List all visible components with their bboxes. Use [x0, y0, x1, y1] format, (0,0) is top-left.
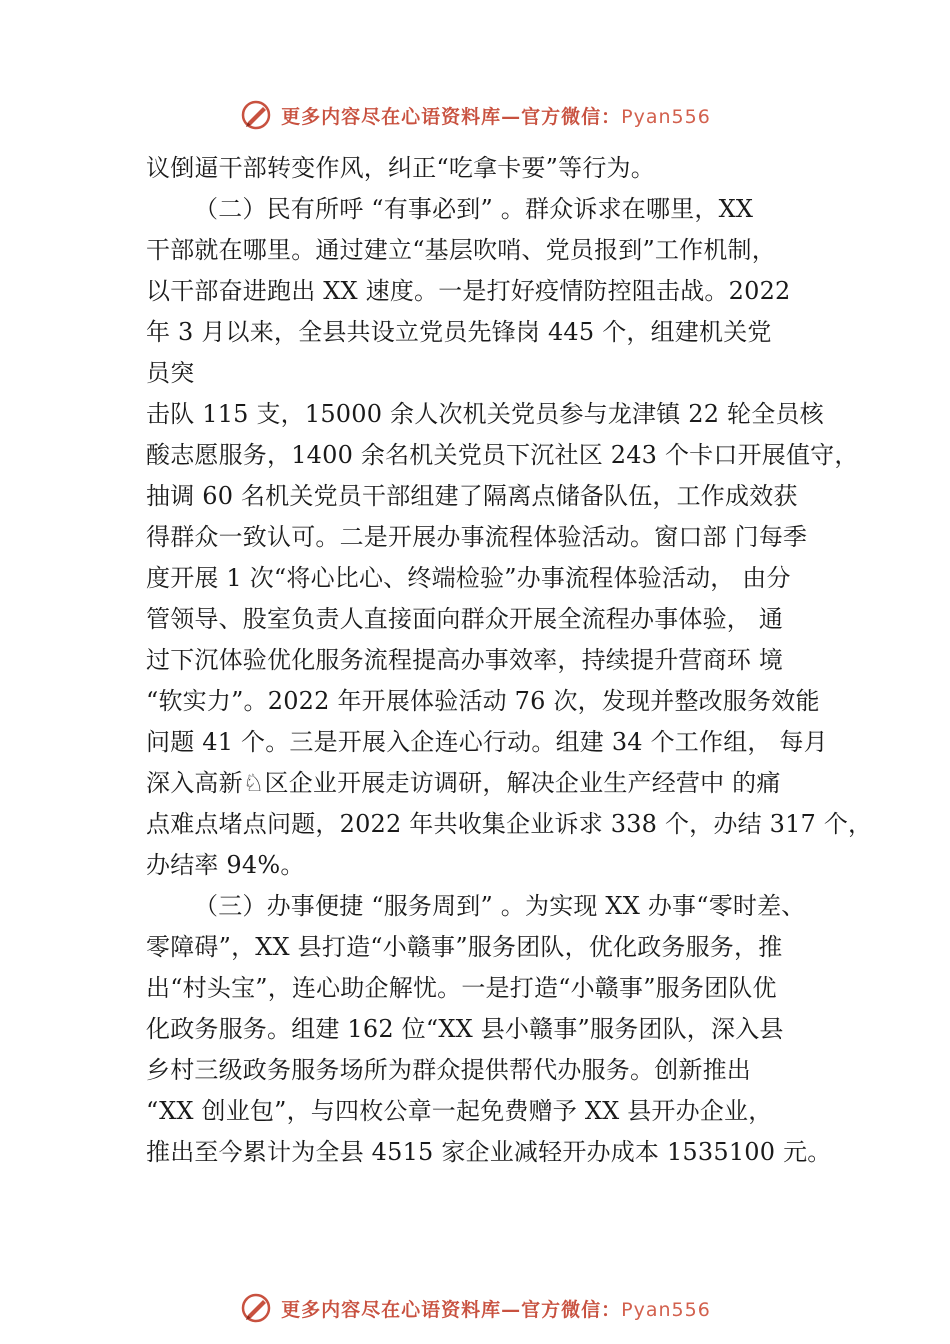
document-body [146, 148, 873, 1173]
section-heading-2: （二）民有所呼 “有事必到” 。群众诉求在哪里，XX [194, 195, 754, 223]
body-line: 击队 115 支，15000 余人次机关党员参与龙津镇 22 轮全员核 [146, 400, 824, 428]
body-line: 员突 [146, 359, 195, 387]
body-line: 议倒逼干部转变作风，纠正“吃拿卡要”等行为。 [146, 154, 655, 182]
pen-logo-icon [239, 98, 273, 132]
body-line: 酸志愿服务，1400 余名机关党员下沉社区 243 个卡口开展值守， [146, 441, 859, 469]
body-line: 化政务服务。组建 162 位“XX 县小赣事”服务团队，深入县 [146, 1015, 784, 1043]
body-line: 度开展 1 次“将心比心、终端检验”办事流程体验活动， 由分 [146, 564, 791, 592]
body-line: 过下沉体验优化服务流程提高办事效率，持续提升营商环 境 [146, 646, 784, 674]
body-line: “XX 创业包”，与四枚公章一起免费赠予 XX 县开办企业， [146, 1097, 773, 1125]
body-line: 抽调 60 名机关党员干部组建了隔离点储备队伍，工作成效获 [146, 482, 798, 510]
body-line: 零障碍”，XX 县打造“小赣事”服务团队，优化政务服务，推 [146, 933, 783, 961]
body-line: 深入高新♘区企业开展走访调研，解决企业生产经营中 的痛 [146, 769, 781, 797]
body-line: 出“村头宝”，连心助企解忧。一是打造“小赣事”服务团队优 [146, 974, 777, 1002]
pen-logo-icon [239, 1291, 273, 1325]
body-line: 推出至今累计为全县 4515 家企业减轻开办成本 1535100 元。 [146, 1138, 832, 1166]
body-line: 点难点堵点问题，2022 年共收集企业诉求 338 个，办结 317 个， [146, 810, 873, 838]
body-line: 乡村三级政务服务场所为群众提供帮代办服务。创新推出 [146, 1056, 751, 1084]
section-heading-3: （三）办事便捷 “服务周到” 。为实现 XX 办事“零时差、 [194, 892, 806, 920]
header-watermark-text: 更多内容尽在心语资料库—官方微信： [281, 105, 622, 128]
body-line: 办结率 94%。 [146, 851, 305, 879]
body-line: 问题 41 个。三是开展入企连心行动。组建 34 个工作组， 每月 [146, 728, 828, 756]
body-line: “软实力”。2022 年开展体验活动 76 次，发现并整改服务效能 [146, 687, 820, 715]
body-line: 管领导、股室负责人直接面向群众开展全流程办事体验， 通 [146, 605, 784, 633]
body-line: 得群众一致认可。二是开展办事流程体验活动。窗口部 门每季 [146, 523, 808, 551]
footer-watermark-text: 更多内容尽在心语资料库—官方微信： [281, 1298, 622, 1321]
body-line: 干部就在哪里。通过建立“基层吹哨、党员报到”工作机制， [146, 236, 776, 264]
body-line: 年 3 月以来，全县共设立党员先锋岗 445 个，组建机关党 [146, 318, 772, 346]
header-watermark [0, 97, 950, 133]
header-watermark-id: Pyan556 [621, 105, 711, 128]
body-line: 以干部奋进跑出 XX 速度。一是打好疫情防控阻击战。2022 [146, 277, 791, 305]
footer-watermark-id: Pyan556 [621, 1298, 711, 1321]
footer-watermark [0, 1290, 950, 1326]
